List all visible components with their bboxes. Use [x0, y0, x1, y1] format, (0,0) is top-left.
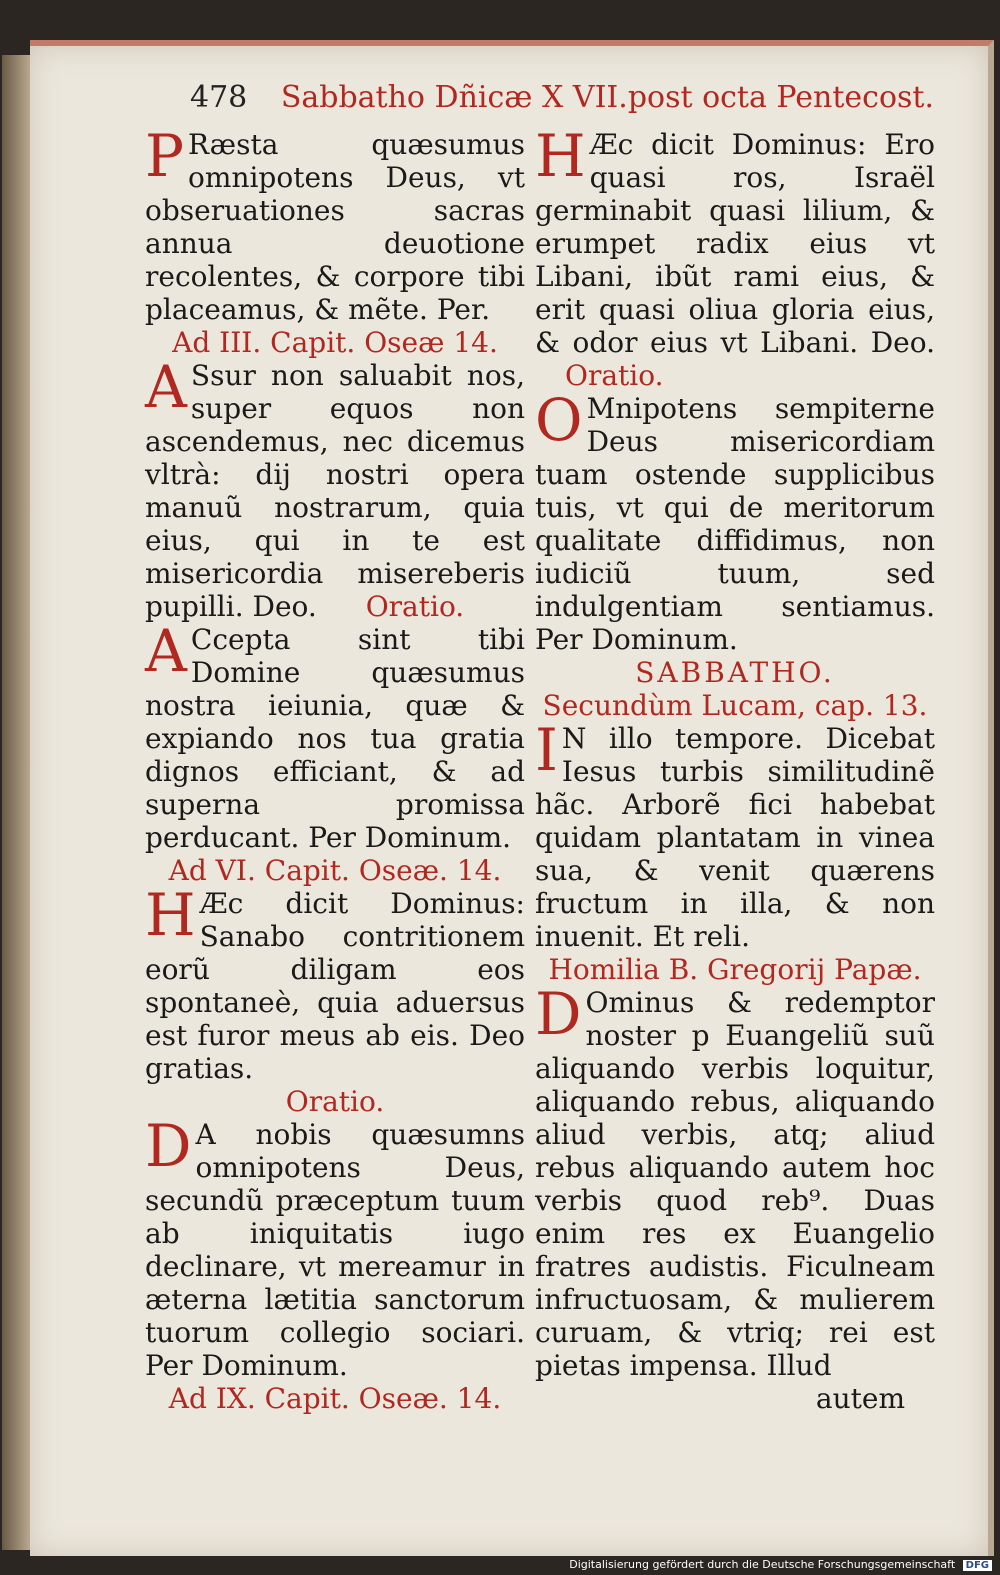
oratio-rubric: Oratio.	[365, 590, 465, 623]
gospel-heading: Secundùm Lucam, cap. 13.	[542, 689, 928, 722]
chapter-paragraph	[145, 353, 525, 623]
paragraph-text: Æc dicit Dominus: Sanabo contritionem eorũ diligam eos spontaneè, quia aduersus est furor meus ab eis. Deo gratias.	[145, 887, 525, 1085]
right-column	[535, 122, 935, 1415]
running-head	[190, 80, 934, 115]
drop-initial: H	[535, 122, 586, 190]
drop-initial: A	[145, 617, 187, 685]
chapter-paragraph	[535, 122, 935, 392]
paragraph-text: N illo tempore. Dicebat Iesus turbis similitudinẽ hãc. Arborẽ fici habebat quidam plantatam in vinea sua, & venit quærens fructum in illa, & non inuenit. Et reli.	[535, 722, 935, 953]
dfg-logo: DFG	[963, 1560, 992, 1571]
oratio-heading: Oratio.	[285, 1085, 385, 1118]
prayer-paragraph	[145, 617, 525, 854]
oratio-rubric: Oratio.	[565, 359, 664, 392]
page-edge	[2, 55, 32, 1550]
chapter-heading: Ad VI. Capit. Oseæ. 14.	[168, 854, 502, 887]
chapter-heading: Ad IX. Capit. Oseæ. 14.	[168, 1382, 502, 1415]
catchword: autem	[815, 1382, 905, 1415]
chapter-paragraph	[145, 881, 525, 1085]
left-column	[145, 122, 525, 1415]
collect-paragraph	[145, 122, 525, 326]
digitization-credit	[569, 1558, 992, 1571]
running-title: Sabbatho Dñicæ X VII.post octa Pentecost.	[280, 80, 934, 115]
credit-text: Digitalisierung gefördert durch die Deutsche Forschungsgemeinschaft	[569, 1558, 956, 1571]
prayer-paragraph	[145, 1112, 525, 1382]
paragraph-text: Ræsta quæsumus omnipotens Deus, vt obseruationes sacras annua deuotione recolentes, & corpore tibi placeamus, & mẽte. Per.	[145, 128, 525, 326]
gospel-paragraph	[535, 716, 935, 953]
paragraph-text: A nobis quæsumns omnipotens Deus, secundũ præceptum tuum ab iniquitatis iugo declinare, vt mereamur in æterna lætitia sanctorum tuorum collegio sociari. Per Dominum.	[145, 1118, 525, 1382]
homily-paragraph	[535, 980, 935, 1382]
drop-initial: H	[145, 881, 196, 949]
drop-initial: A	[145, 353, 187, 421]
paragraph-text: Mnipotens sempiterne Deus misericordiam tuam ostende supplicibus tuis, vt qui de meritorum qualitate diffidimus, non iudiciũ tuum, sed indulgentiam sentiamus. Per Dominum.	[535, 392, 935, 656]
day-heading: SABBATHO.	[635, 656, 835, 689]
paragraph-text: Ssur non saluabit nos, super equos non ascendemus, nec dicemus vltrà: dij nostri opera manuũ nostrarum, quia eius, qui in te est misericordia misereberis pupilli. Deo.	[145, 359, 525, 623]
drop-initial: P	[145, 122, 185, 190]
prayer-paragraph	[535, 386, 935, 656]
paragraph-text: Ccepta sint tibi Domine quæsumus nostra ieiunia, quæ & expiando nos tua gratia dignos efficiant, & ad superna promissa perducant. Per Dominum.	[145, 623, 525, 854]
page-number: 478	[190, 80, 248, 115]
homily-heading: Homilia B. Gregorij Papæ.	[548, 953, 922, 986]
drop-initial: I	[535, 716, 558, 784]
drop-initial: D	[145, 1112, 192, 1180]
drop-initial: D	[535, 980, 582, 1048]
paragraph-text: Æc dicit Dominus: Ero quasi ros, Israël germinabit quasi lilium, & erumpet radix eius vt Libani, ibũt rami eius, & erit quasi oliua gloria eius, & odor eius vt Libani. Deo.	[535, 128, 935, 359]
paragraph-text: Ominus & redemptor noster p Euangeliũ suũ aliquando verbis loquitur, aliquando rebus, aliquando aliud verbis, atq; aliud rebus aliquando autem hoc verbis quod reb⁹. Duas enim res ex Euangelio fratres audistis. Ficulneam infructuosam, & mulierem curuam, & vtriq; rei est pietas impensa. Illud	[535, 986, 935, 1382]
drop-initial: O	[535, 386, 583, 454]
chapter-heading: Ad III. Capit. Oseæ 14.	[172, 326, 498, 359]
